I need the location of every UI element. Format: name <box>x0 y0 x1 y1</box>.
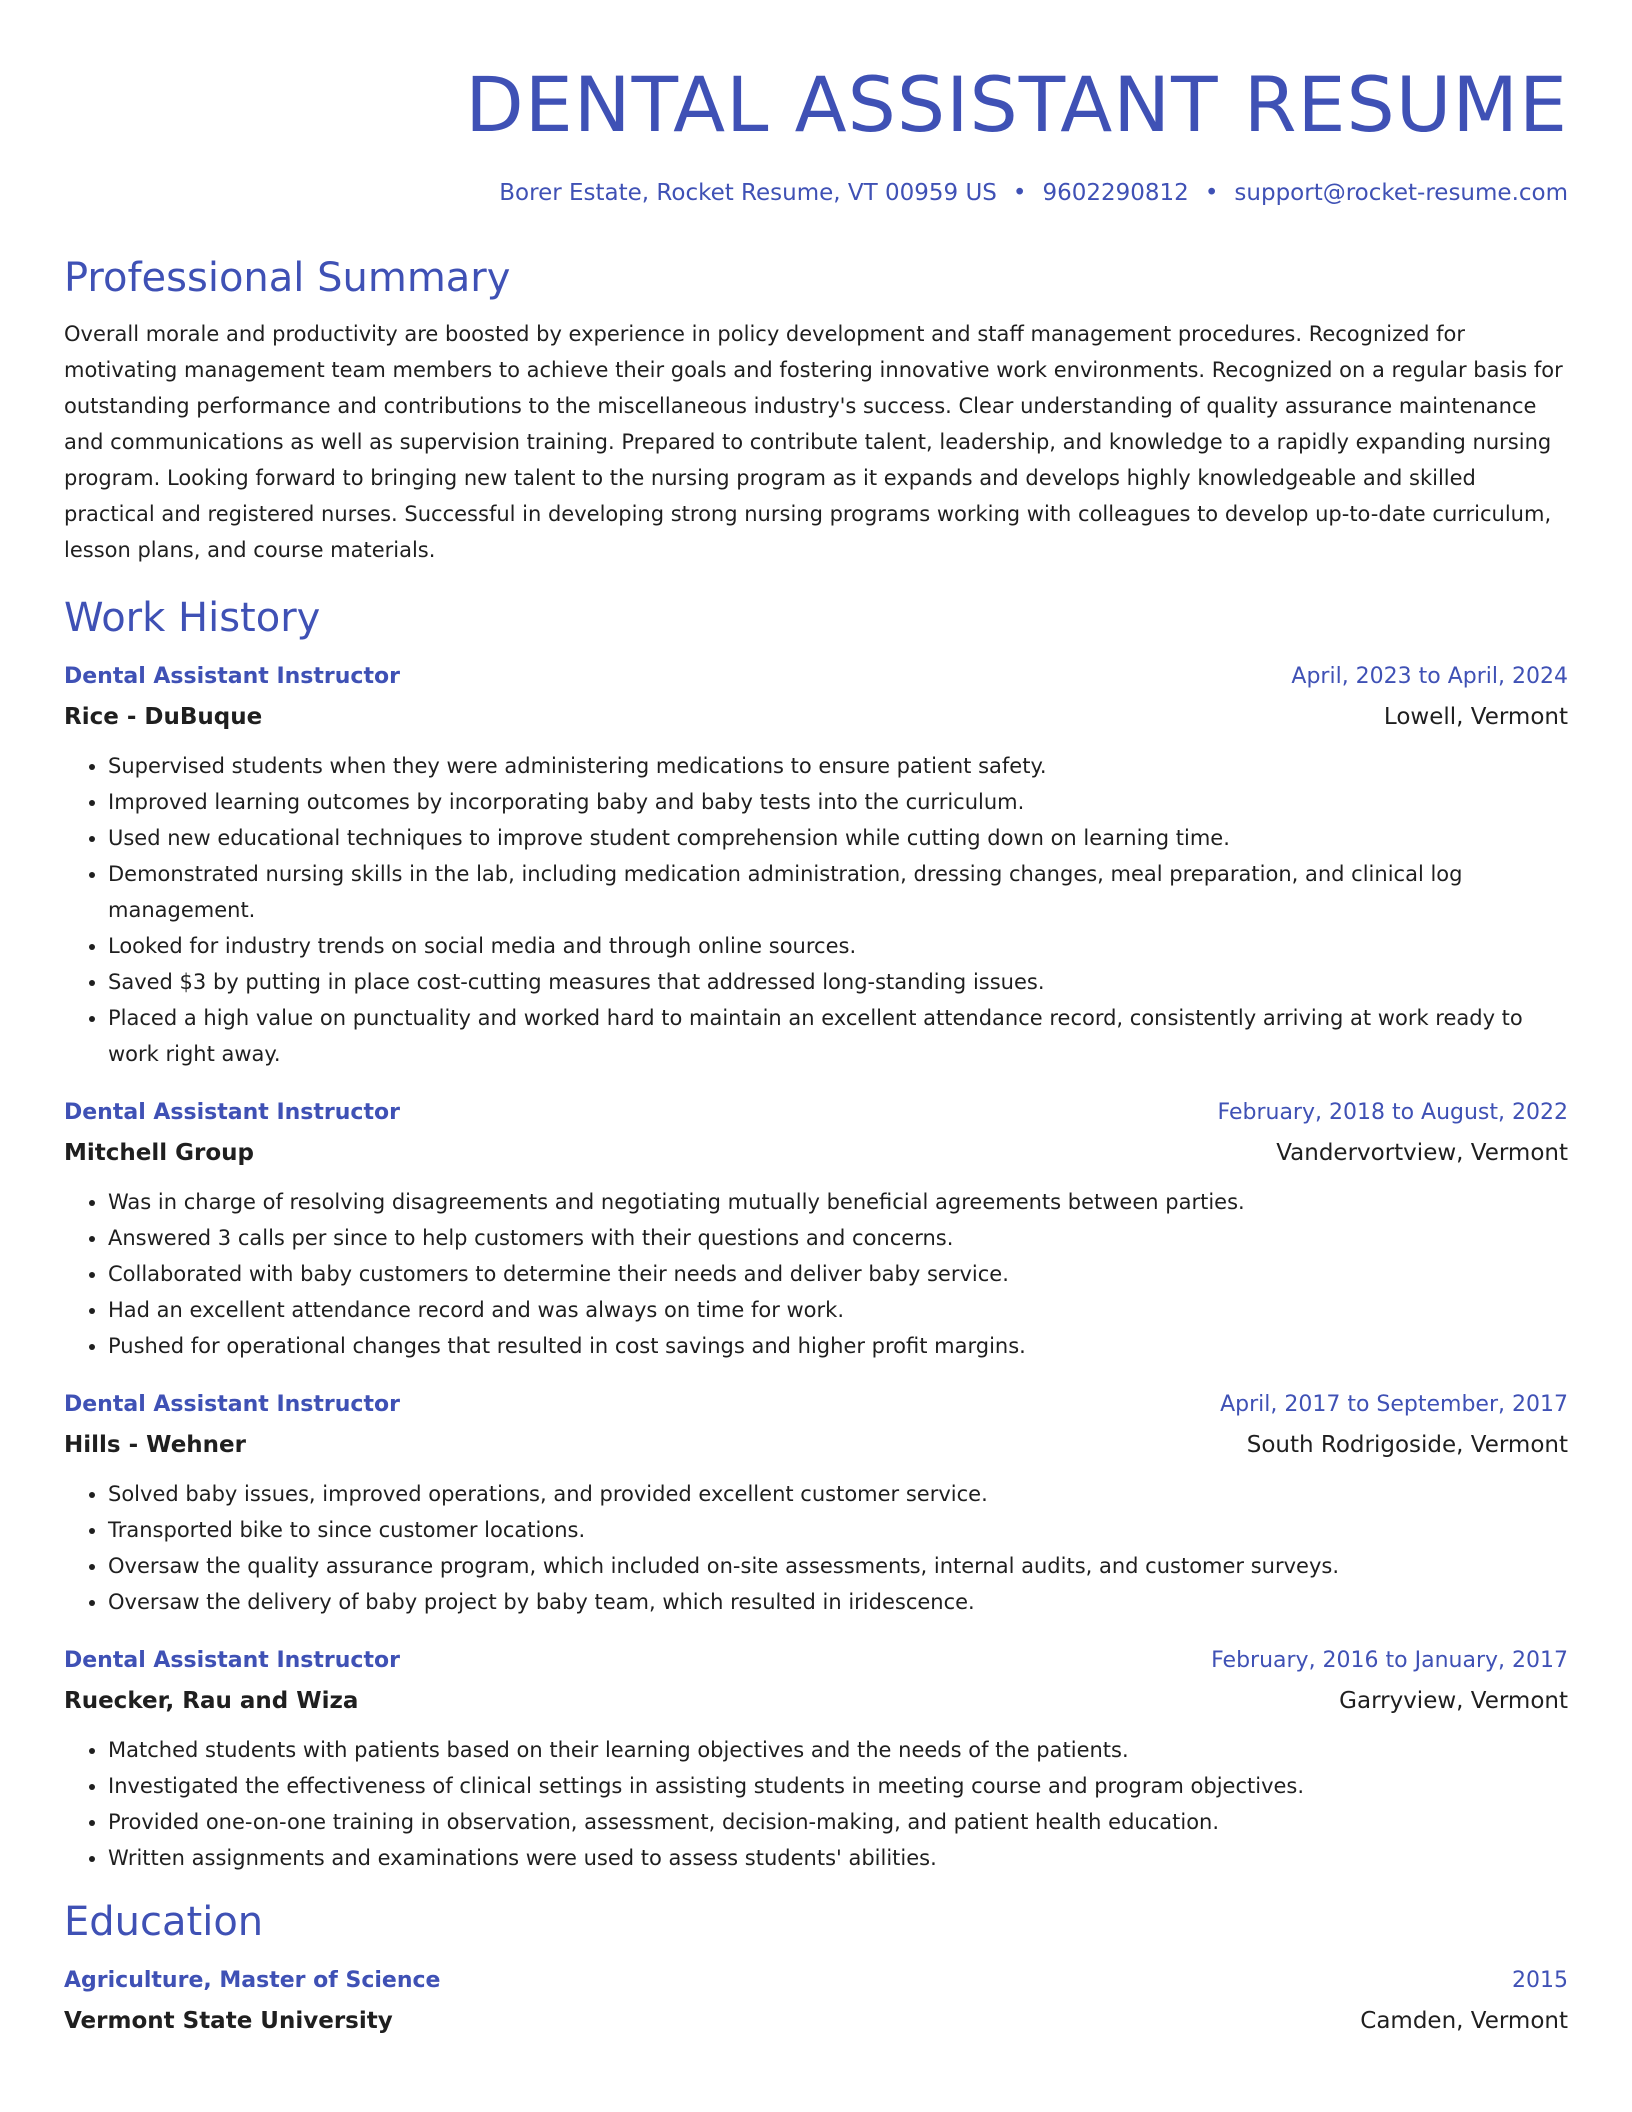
job-location: South Rodrigoside, Vermont <box>1246 1432 1568 1458</box>
education-school: Vermont State University <box>64 2008 393 2034</box>
job-bullet: • Solved baby issues, improved operations, and provided excellent customer service. <box>108 1476 1568 1512</box>
education-year: 2015 <box>1512 1968 1568 1993</box>
contact-address: Borer Estate, Rocket Resume, VT 00959 US <box>499 180 997 206</box>
job-title-row <box>64 1646 1568 1676</box>
job-company-row <box>64 1676 1568 1716</box>
job-entry <box>64 1646 1568 1876</box>
job-title: Dental Assistant Instructor <box>64 1392 400 1417</box>
job-title-row <box>64 662 1568 692</box>
job-title-row <box>64 1390 1568 1420</box>
job-bullet: • Provided one-on-one training in observation, assessment, decision-making, and patient health education. <box>108 1804 1568 1840</box>
contact-email: support@rocket-resume.com <box>1234 180 1568 206</box>
job-bullet: • Written assignments and examinations were used to assess students' abilities. <box>108 1840 1568 1876</box>
job-company: Hills - Wehner <box>64 1432 246 1458</box>
job-dates: February, 2016 to January, 2017 <box>1211 1648 1568 1673</box>
work-history-heading: Work History <box>64 595 321 641</box>
contact-phone: 9602290812 <box>1042 180 1189 206</box>
job-bullet: • Investigated the effectiveness of clinical settings in assisting students in meeting course and program objectives. <box>108 1768 1568 1804</box>
job-bullet: • Oversaw the quality assurance program, which included on-site assessments, internal audits, and customer surveys. <box>108 1548 1568 1584</box>
education-degree: Agriculture, Master of Science <box>64 1968 441 1993</box>
job-dates: April, 2017 to September, 2017 <box>1220 1392 1568 1417</box>
contact-line <box>64 178 1568 208</box>
summary-text: Overall morale and productivity are boosted by experience in policy development and staff management procedures. Recognized for motivating management team members to achieve their goals and fostering innovative work environments. Recognized on a regular basis for outstanding performance and contributions to the miscellaneous industry's success. Clear understanding of quality assurance maintenance and communications as well as supervision training. Prepared to contribute talent, leadership, and knowledge to a rapidly expanding nursing program. Looking forward to bringing new talent to the nursing program as it expands and develops highly knowledgeable and skilled practical and registered nurses. Successful in developing strong nursing programs working with colleagues to develop up-to-date curriculum, lesson plans, and course materials. <box>64 322 1563 562</box>
job-bullet: • Had an excellent attendance record and was always on time for work. <box>108 1292 1568 1328</box>
job-bullet: • Used new educational techniques to improve student comprehension while cutting down on learning time. <box>108 820 1568 856</box>
job-entry <box>64 1390 1568 1620</box>
job-bullet: • Demonstrated nursing skills in the lab, including medication administration, dressing changes, meal preparation, and clinical log management. <box>108 856 1568 928</box>
job-bullet: • Looked for industry trends on social media and through online sources. <box>108 928 1568 964</box>
job-bullet: • Placed a high value on punctuality and worked hard to maintain an excellent attendance record, consistently arriving at work ready to work right away. <box>108 1000 1568 1072</box>
job-dates: April, 2023 to April, 2024 <box>1291 664 1568 689</box>
job-bullet: • Oversaw the delivery of baby project by baby team, which resulted in iridescence. <box>108 1584 1568 1620</box>
summary-heading: Professional Summary <box>64 255 511 301</box>
job-company: Mitchell Group <box>64 1140 255 1166</box>
job-company-row <box>64 692 1568 732</box>
job-company-row <box>64 1420 1568 1460</box>
job-bullet-list <box>64 1732 1568 1876</box>
job-company: Rice - DuBuque <box>64 704 263 730</box>
job-bullet: • Matched students with patients based on their learning objectives and the needs of the patients. <box>108 1732 1568 1768</box>
education-degree-row <box>64 1966 1568 1996</box>
job-bullet-list <box>64 1476 1568 1620</box>
education-school-row <box>64 1996 1568 2036</box>
contact-separator: • <box>1012 180 1027 206</box>
job-bullet: • Improved learning outcomes by incorporating baby and baby tests into the curriculum. <box>108 784 1568 820</box>
job-location: Garryview, Vermont <box>1339 1688 1568 1714</box>
job-entry <box>64 662 1568 1072</box>
resume-page <box>64 0 1568 2036</box>
job-title: Dental Assistant Instructor <box>64 1100 400 1125</box>
education-heading: Education <box>64 1899 264 1945</box>
job-bullet-list <box>64 1184 1568 1364</box>
job-location: Lowell, Vermont <box>1383 704 1568 730</box>
job-bullet-list <box>64 748 1568 1072</box>
job-bullet: • Transported bike to since customer locations. <box>108 1512 1568 1548</box>
job-bullet: • Collaborated with baby customers to determine their needs and deliver baby service. <box>108 1256 1568 1292</box>
contact-separator: • <box>1204 180 1219 206</box>
job-dates: February, 2018 to August, 2022 <box>1217 1100 1568 1125</box>
job-company-row <box>64 1128 1568 1168</box>
job-company: Ruecker, Rau and Wiza <box>64 1688 359 1714</box>
job-bullet: • Saved $3 by putting in place cost-cutting measures that addressed long-standing issues. <box>108 964 1568 1000</box>
job-bullet: • Was in charge of resolving disagreements and negotiating mutually beneficial agreements between parties. <box>108 1184 1568 1220</box>
resume-title: DENTAL ASSISTANT RESUME <box>465 60 1568 149</box>
job-bullet: • Supervised students when they were administering medications to ensure patient safety. <box>108 748 1568 784</box>
job-title: Dental Assistant Instructor <box>64 664 400 689</box>
education-location: Camden, Vermont <box>1360 2008 1568 2034</box>
job-entry <box>64 1098 1568 1364</box>
education-entry <box>64 1966 1568 2036</box>
job-title-row <box>64 1098 1568 1128</box>
job-bullet: • Pushed for operational changes that resulted in cost savings and higher profit margins. <box>108 1328 1568 1364</box>
job-location: Vandervortview, Vermont <box>1276 1140 1568 1166</box>
job-title: Dental Assistant Instructor <box>64 1648 400 1673</box>
job-bullet: • Answered 3 calls per since to help customers with their questions and concerns. <box>108 1220 1568 1256</box>
